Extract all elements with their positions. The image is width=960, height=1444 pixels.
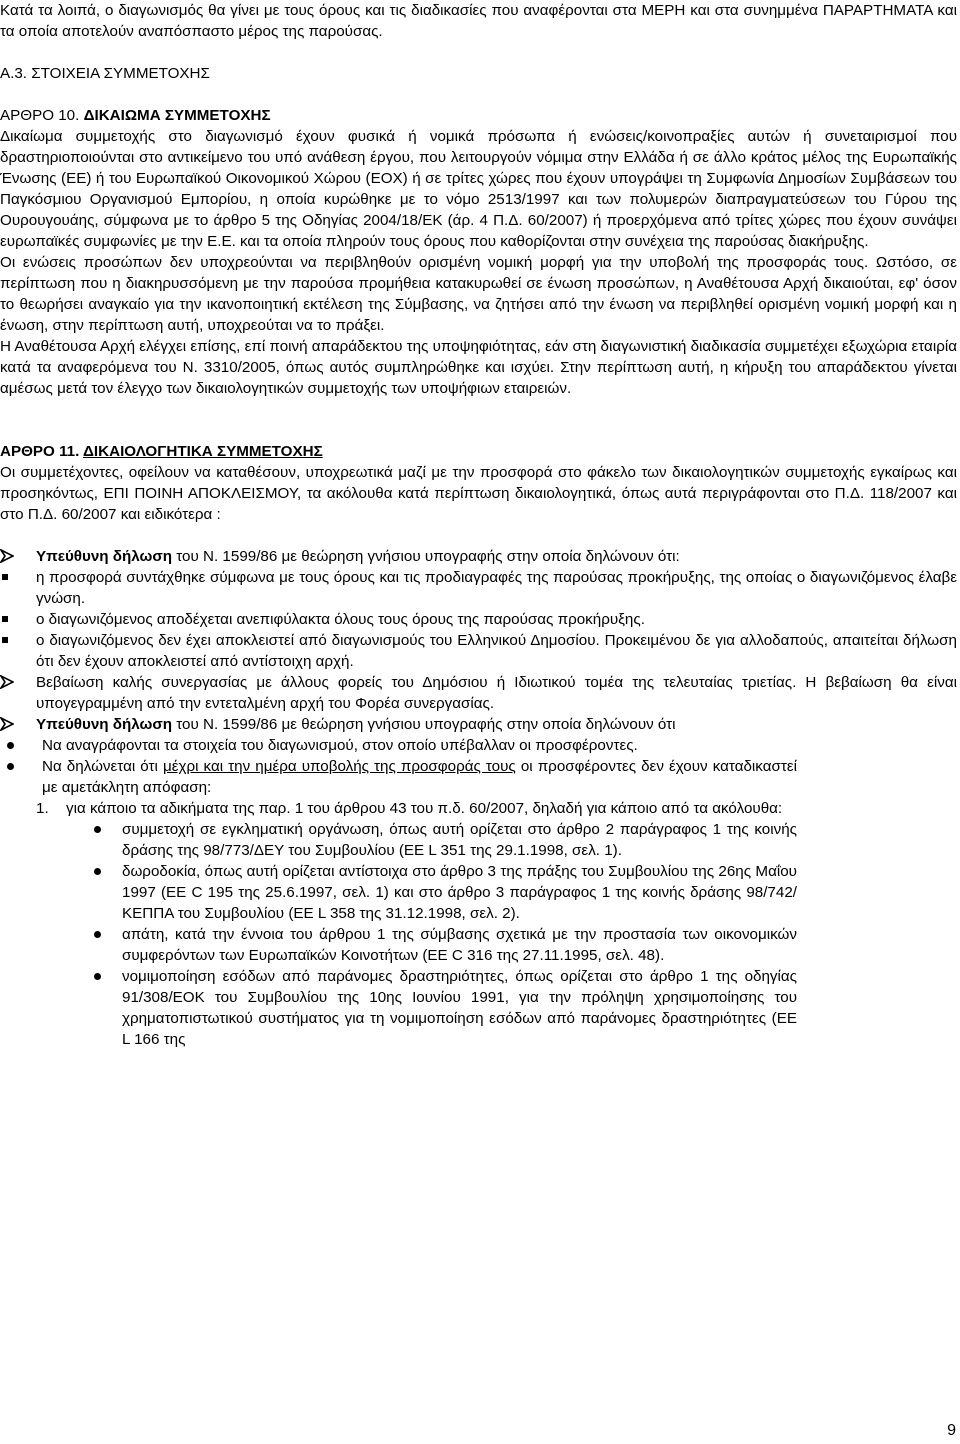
sub-item-text: δωροδοκία, όπως αυτή ορίζεται αντίστοιχα στο άρθρο 3 της πράξης του Συμβουλίου της 26ης Μαΐου 1997 (ΕΕ C 195 της 25.6.1997, σελ. 1) και στο άρθρο 3 παράγραφος 1 της κοινής δράσης 98/742/ΚΕΠΠΑ του Συμβουλίου (ΕΕ L 358 της 31.12.1998, σελ. 2). [122,863,797,922]
page-number: 9 [947,1422,956,1439]
dot-item-text: Να αναγράφονται τα στοιχεία του διαγωνισμού, στον οποίο υπέβαλλαν οι προσφέροντες. [42,737,638,754]
dot-list-item [0,756,957,798]
round-bullet-icon [94,973,101,980]
spacer [0,399,957,441]
dot-item-text: Να δηλώνεται ότι [42,758,163,775]
list-number: 1. [36,800,49,817]
solemn-declaration-label: Υπεύθυνη δήλωση [36,716,173,733]
numbered-list-item [0,798,957,819]
solemn-declaration-text: του Ν. 1599/86 με θεώρηση γνήσιου υπογραφής στην οποία δηλώνουν ότι: [172,548,680,565]
arrow-list-item [0,672,957,714]
numbered-item-text: για κάποιο τα αδικήματα της παρ. 1 του άρθρου 43 του π.δ. 60/2007, δηλαδή για κάποιο από τα ακόλουθα: [66,800,783,817]
arrow-bullet-icon [0,546,20,569]
solemn-declaration-label: Υπεύθυνη δήλωση [36,548,173,565]
sub-dot-list-item [0,924,957,966]
arrow-list-item [0,714,957,735]
square-bullet-icon [2,616,8,622]
spacer [0,525,957,546]
sub-dot-list-item [0,819,957,861]
article-10-prefix: ΑΡΘΡΟ 10. [0,107,84,124]
square-list-item [0,609,957,630]
article-10-heading [0,105,957,126]
square-item-text: η προσφορά συντάχθηκε σύμφωνα με τους όρους και τις προδιαγραφές της παρούσας προκήρυξης, της οποίας ο διαγωνιζόμενος έλαβε γνώση. [36,569,957,607]
round-bullet-icon [94,826,101,833]
spacer [0,84,957,105]
article-11-paragraph-1: Οι συμμετέχοντες, οφείλουν να καταθέσουν, υποχρεωτικά μαζί με την προσφορά στο φάκελο των δικαιολογητικών συμμετοχής εγκαίρως και προσηκόντως, ΕΠΙ ΠΟΙΝΗ ΑΠΟΚΛΕΙΣΜΟΥ, τα ακόλουθα κατά περίπτωση δικαιολογητικά, όπως αυτά περιγράφονται στο Π.Δ. 118/2007 και στο Π.Δ. 60/2007 και ειδικότερα : [0,464,957,523]
round-bullet-icon [7,763,14,770]
round-bullet-icon [7,742,14,749]
square-bullet-icon [2,637,8,643]
sub-item-text: συμμετοχή σε εγκληματική οργάνωση, όπως αυτή ορίζεται στο άρθρο 2 παράγραφος 1 της κοινής δράσης της 98/773/ΔΕΥ του Συμβουλίου (ΕΕ L 351 της 29.1.1998, σελ. 1). [122,821,797,859]
square-bullet-icon [2,574,8,580]
section-heading: Α.3. ΣΤΟΙΧΕΙΑ ΣΥΜΜΕΤΟΧΗΣ [0,65,210,82]
solemn-declaration-text: του Ν. 1599/86 με θεώρηση γνήσιου υπογραφής στην οποία δηλώνουν ότι [172,716,676,733]
square-list-item [0,567,957,609]
dot-item-text: οι προσφέροντες δεν έχουν καταδικαστεί με αμετάκλητη απόφαση: [42,758,798,796]
round-bullet-icon [94,868,101,875]
arrow-list-item [0,546,957,567]
square-list-item [0,630,957,672]
article-11-heading [0,441,957,462]
square-item-text: ο διαγωνιζόμενος αποδέχεται ανεπιφύλακτα όλους τους όρους της παρούσας προκήρυξης. [36,611,645,628]
article-10-paragraph-1: Δικαίωμα συμμετοχής στο διαγωνισμό έχουν φυσικά ή νομικά πρόσωπα ή ενώσεις/κοινοπραξίες αυτών ή συνεταιρισμοί που δραστηριοποιούνται στο αντικείμενο του υπό ανάθεση έργου, που λειτουργούν νόμιμα στην Ελλάδα ή σε άλλο κράτος μέλος της Ευρωπαϊκής Ένωσης (ΕΕ) ή του Ευρωπαϊκού Οικονομικού Χώρου (ΕΟΧ) ή σε τρίτες χώρες που έχουν υπογράψει τη Συμφωνία Δημοσίων Συμβάσεων του Παγκόσμιου Οργανισμού Εμπορίου, η οποία κυρώθηκε με το νόμο 2513/1997 και των πολυμερών διαπραγματεύσεων του Γύρου της Ουρουγουάης, σύμφωνα με το άρθρο 5 της Οδηγίας 2004/18/ΕΚ (άρ. 4 Π.Δ. 60/2007) ή προερχόμενα από τρίτες χώρες που έχουν συνάψει ευρωπαϊκές συμφωνίες με την Ε.Ε. και τα οποία πληρούν τους όρους που καθορίζονται στην συνέχεια της παρούσας διακήρυξης. [0,128,957,250]
article-11-prefix: ΑΡΘΡΟ 11. [0,443,84,460]
intro-paragraph: Κατά τα λοιπά, ο διαγωνισμός θα γίνει με τους όρους και τις διαδικασίες που αναφέρονται στα ΜΕΡΗ και στα συνημμένα ΠΑΡΑΡΤΗΜΑΤΑ και τα οποία αποτελούν αναπόσπαστο μέρος της παρούσας. [0,2,957,40]
underlined-text: μέχρι και την ημέρα υποβολής της προσφοράς τους [162,758,516,775]
article-10-paragraph-2: Οι ενώσεις προσώπων δεν υποχρεούνται να περιβληθούν ορισμένη νομική μορφή για την υποβολή της προσφοράς τους. Ωστόσο, σε περίπτωση που η διακηρυσσόμενη με την παρούσα προμήθεια κατακυρωθεί σε ένωση προσώπων, η Αναθέτουσα Αρχή δικαιούται, εφ' όσον το θεωρήσει αναγκαίο για την ικανοποιητική εκτέλεση της Σύμβασης, να ζητήσει από την ένωση να περιβληθεί ορισμένη νομική μορφή και η ένωση, στην περίπτωση αυτή, υποχρεούται να το πράξει. [0,254,957,334]
article-11-title: ΔΙΚΑΙΟΛΟΓΗΤΙΚΑ ΣΥΜΜΕΤΟΧΗΣ [83,443,323,460]
round-bullet-icon [94,931,101,938]
arrow-bullet-icon [0,672,20,695]
spacer [0,42,957,63]
sub-dot-list-item [0,966,957,1050]
article-10-paragraph-3: Η Αναθέτουσα Αρχή ελέγχει επίσης, επί ποινή απαράδεκτου της υποψηφιότητας, εάν στη διαγωνιστική διαδικασία συμμετέχει εξωχώρια εταιρία κατά τα αναφερόμενα του Ν. 3310/2005, όπως αυτός συμπληρώθηκε και ισχύει. Στην περίπτωση αυτή, η κήρυξη του απαράδεκτου γίνεται αμέσως μετά τον έλεγχο των δικαιολογητικών συμμετοχής των υποψήφιων εταιρειών. [0,338,957,397]
article-10-title: ΔΙΚΑΙΩΜΑ ΣΥΜΜΕΤΟΧΗΣ [83,107,271,124]
arrow-bullet-icon [0,714,20,737]
sub-dot-list-item [0,861,957,924]
dot-list-item [0,735,957,756]
sub-item-text: απάτη, κατά την έννοια του άρθρου 1 της σύμβασης σχετικά με την προστασία των οικονομικών συμφερόντων των Ευρωπαϊκών Κοινοτήτων (ΕΕ C 316 της 27.11.1995, σελ. 48). [122,926,797,964]
sub-item-text: νομιμοποίηση εσόδων από παράνομες δραστηριότητες, όπως ορίζεται στο άρθρο 1 της οδηγίας 91/308/ΕΟΚ του Συμβουλίου της 10ης Ιουνίου 1991, για την πρόληψη χρησιμοποίησης του χρηματοπιστωτικού συστήματος για τη νομιμοποίηση εσόδων από παράνομες δραστηριότητες (ΕΕ L 166 της [122,968,797,1048]
cooperation-certificate-text: Βεβαίωση καλής συνεργασίας με άλλους φορείς του Δημόσιου ή Ιδιωτικού τομέα της τελευταίας τριετίας. Η βεβαίωση θα είναι υπογεγραμμένη από την εντεταλμένη αρχή του Φορέα συνεργασίας. [36,674,957,712]
square-item-text: ο διαγωνιζόμενος δεν έχει αποκλειστεί από διαγωνισμούς του Ελληνικού Δημοσίου. Προκειμένου δε για αλλοδαπούς, απαιτείται δήλωση ότι δεν έχουν αποκλειστεί από αντίστοιχη αρχή. [36,632,957,670]
